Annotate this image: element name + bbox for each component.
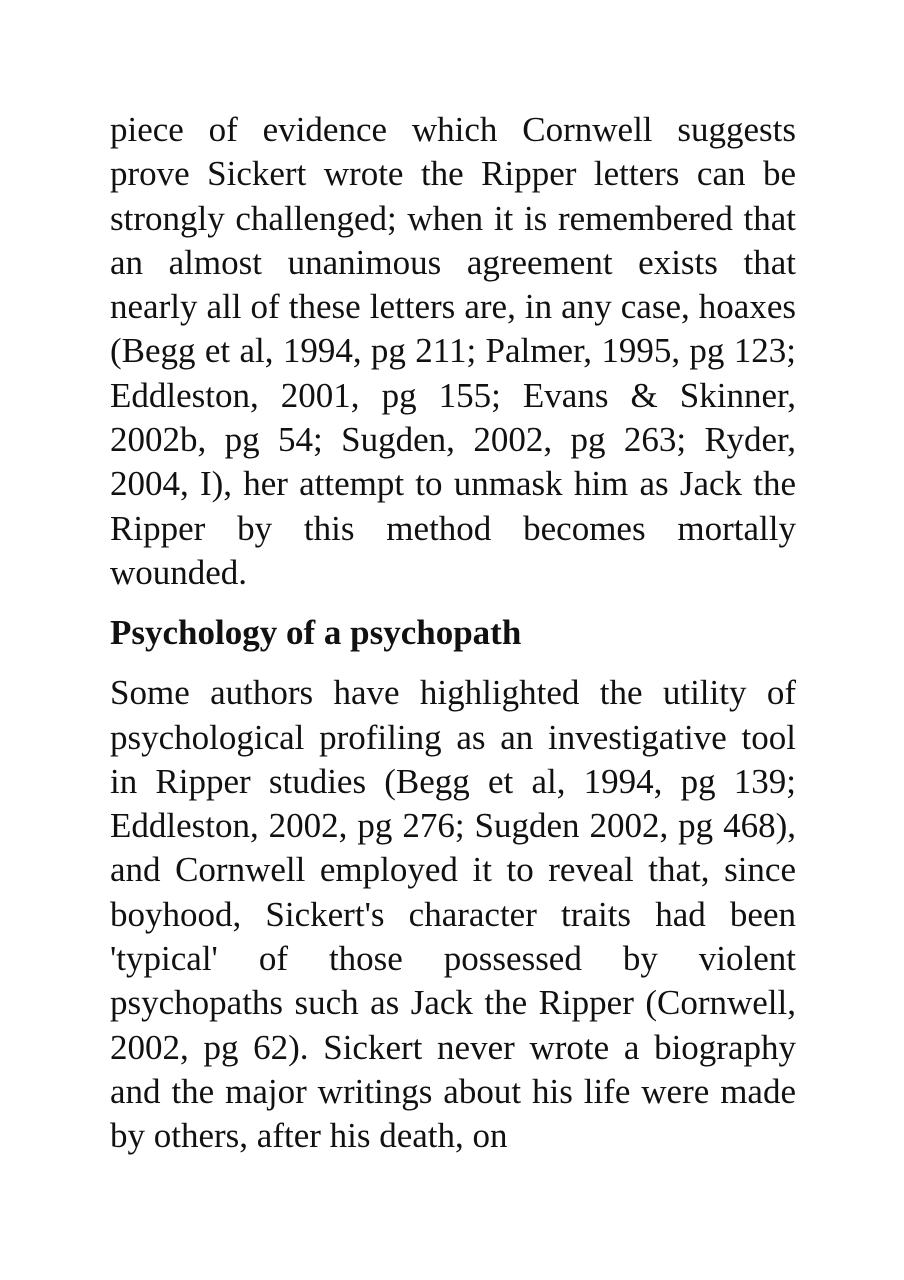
document-page xyxy=(110,108,796,1159)
body-paragraph: piece of evidence which Cornwell suggests prove Sickert wrote the Ripper letters can be strongly challenged; when it is remembered that an almost unanimous agreement exists that nearly all of these letters are, in any case, hoaxes (Begg et al, 1994, pg 211; Palmer, 1995, pg 123; Eddleston, 2001, pg 155; Evans & Skinner, 2002b, pg 54; Sugden, 2002, pg 263; Ryder, 2004, I), her attempt to unmask him as Jack the Ripper by this method becomes mortally wounded. xyxy=(110,110,796,592)
body-paragraph: Some authors have highlighted the utility of psychological profiling as an investigative tool in Ripper studies (Begg et al, 1994, pg 139; Eddleston, 2002, pg 276; Sugden 2002, pg 468), and Cornwell employed it to reveal that, since boyhood, Sickert's character traits had been 'typical' of those possessed by violent psychopaths such as Jack the Ripper (Cornwell, 2002, pg 62). Sickert never wrote a biography and the major writings about his life were made by others, after his death, on xyxy=(110,673,796,1156)
section-heading: Psychology of a psychopath xyxy=(110,613,522,653)
